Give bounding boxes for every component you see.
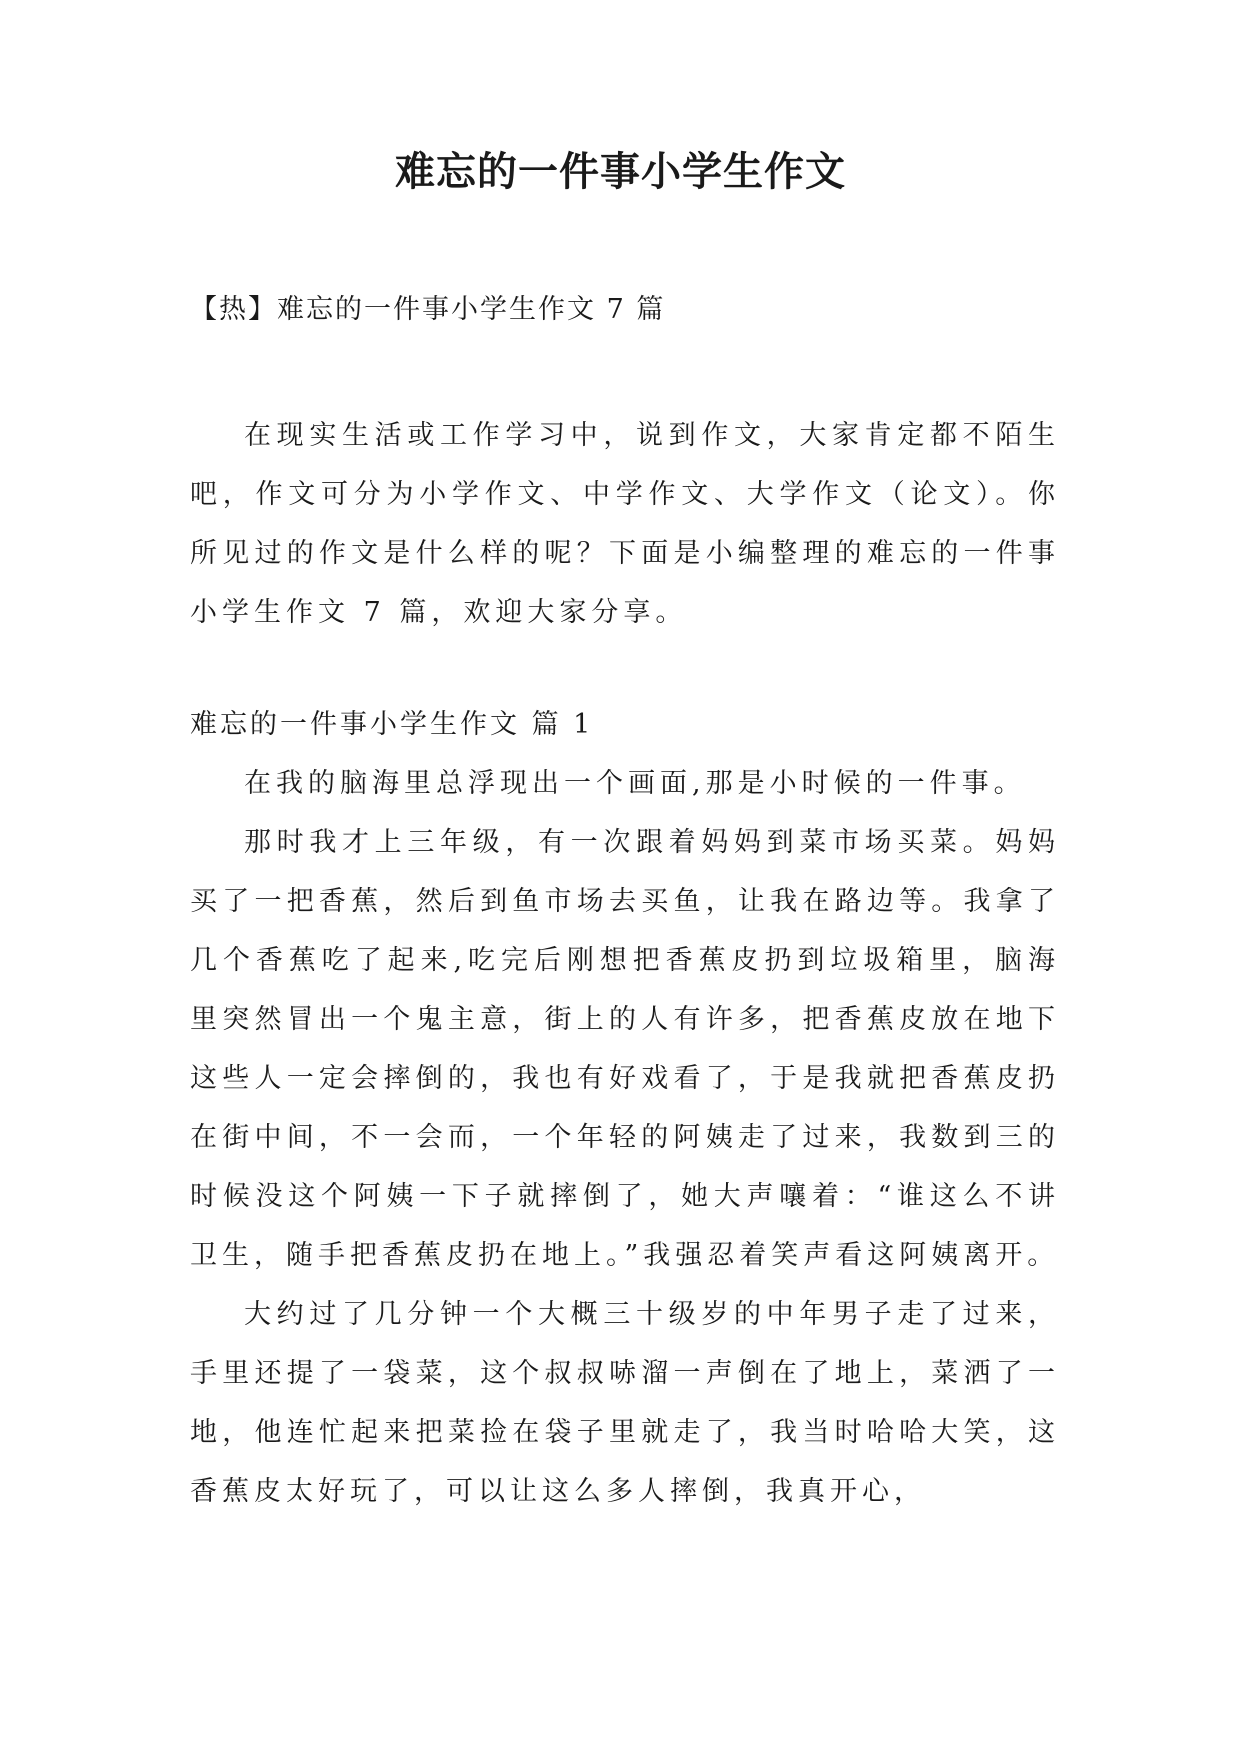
section-paragraph: 大约过了几分钟一个大概三十级岁的中年男子走了过来，手里还提了一袋菜，这个叔叔哧溜一声倒在了地上，菜洒了一地，他连忙起来把菜捡在袋子里就走了，我当时哈哈大笑，这香蕉皮太好玩了，可以让这么多人摔倒，我真开心， <box>190 1299 1060 1507</box>
document-subtitle: 【热】难忘的一件事小学生作文 7 篇 <box>190 294 666 325</box>
intro-paragraph: 在现实生活或工作学习中，说到作文，大家肯定都不陌生吧，作文可分为小学作文、中学作文、大学作文（论文）。你所见过的作文是什么样的呢？下面是小编整理的难忘的一件事小学生作文 7 篇，欢迎大家分享。 <box>190 420 1060 628</box>
section-1 <box>190 695 1060 1521</box>
section-paragraph: 在我的脑海里总浮现出一个画面,那是小时候的一件事。 <box>244 768 1026 799</box>
intro-block <box>190 406 1060 642</box>
section-heading: 难忘的一件事小学生作文 篇 1 <box>190 709 594 740</box>
document-title: 难忘的一件事小学生作文 <box>395 149 846 195</box>
section-paragraph: 那时我才上三年级，有一次跟着妈妈到菜市场买菜。妈妈买了一把香蕉，然后到鱼市场去买鱼，让我在路边等。我拿了几个香蕉吃了起来,吃完后刚想把香蕉皮扔到垃圾箱里，脑海里突然冒出一个鬼主意，街上的人有许多，把香蕉皮放在地下这些人一定会摔倒的，我也有好戏看了，于是我就把香蕉皮扔在街中间，不一会而，一个年轻的阿姨走了过来，我数到三的时候没这个阿姨一下子就摔倒了，她大声嚷着：“谁这么不讲卫生，随手把香蕉皮扔在地上。”我强忍着笑声看这阿姨离开。 <box>190 827 1060 1271</box>
